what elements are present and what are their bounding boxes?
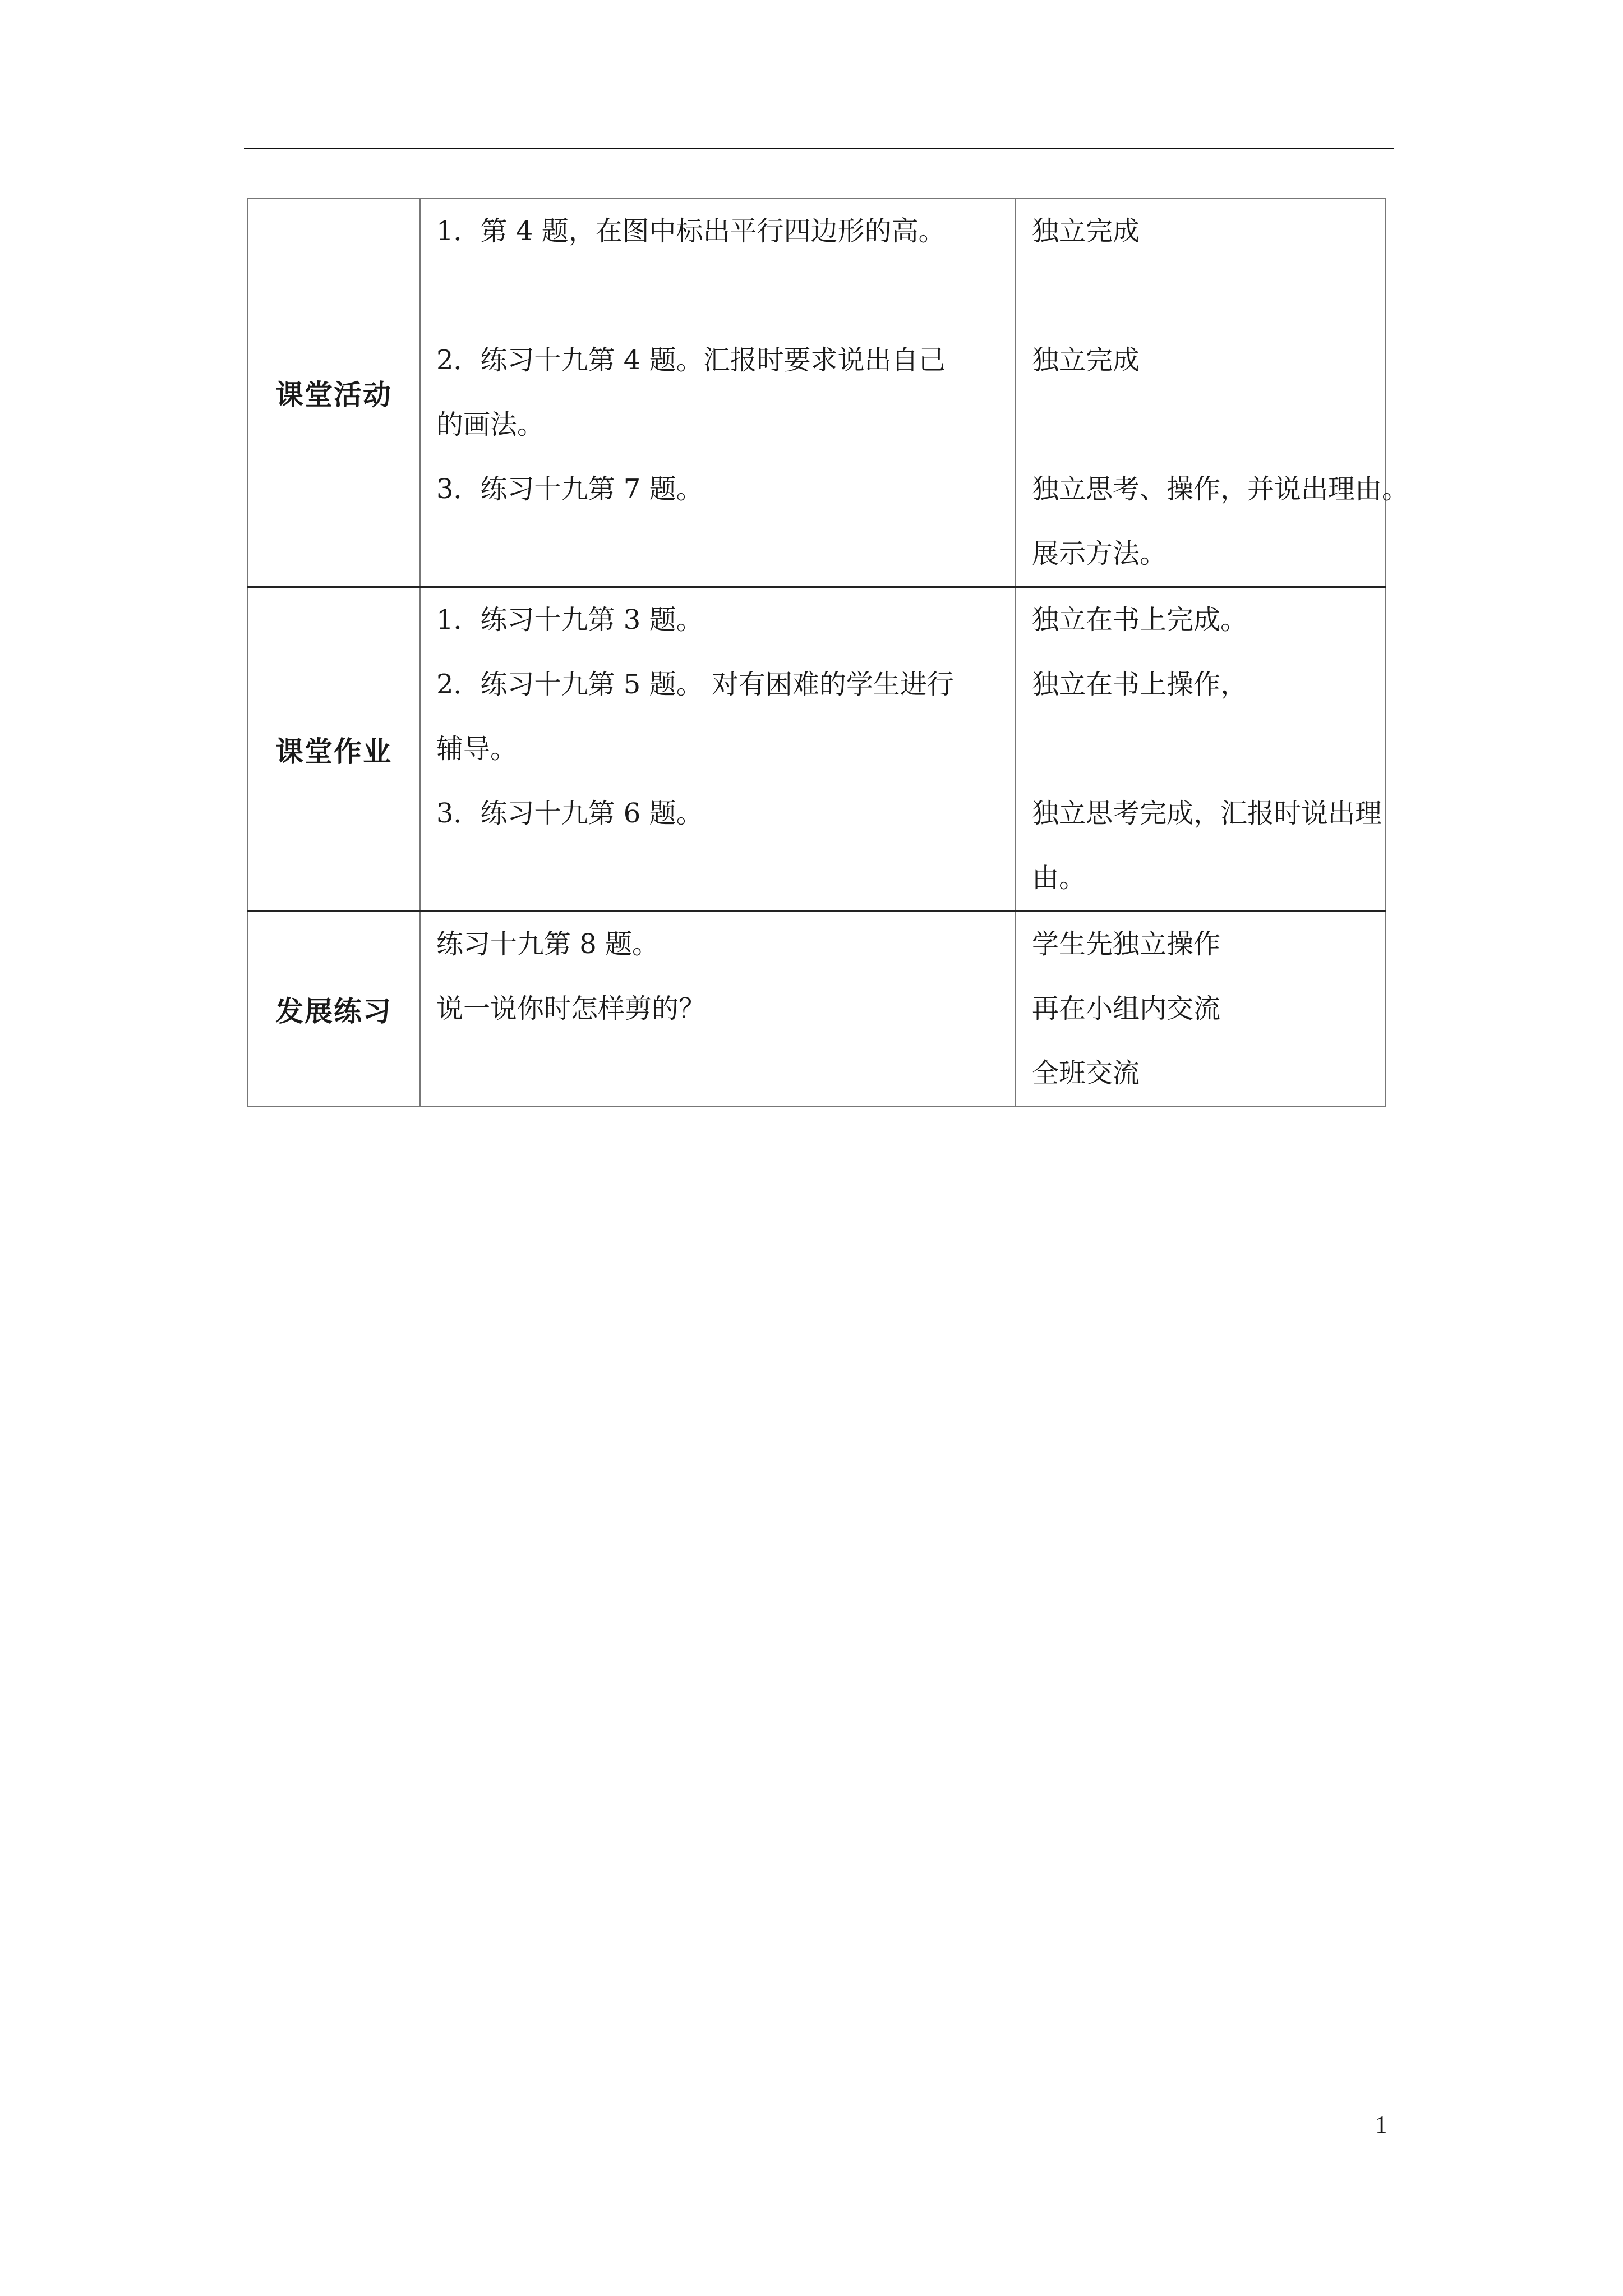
activity-cell — [1016, 587, 1386, 912]
activity-cell — [1016, 912, 1386, 1107]
content-cell — [420, 587, 1016, 912]
content-line: 1．第 4 题，在图中标出平行四边形的高。 — [436, 215, 946, 247]
activity-line: 全班交流 — [1032, 1057, 1140, 1089]
content-line: 3．练习十九第 6 题。 — [436, 798, 703, 829]
row-label-classroom-activity: 课堂活动 — [247, 199, 420, 587]
content-line: 3．练习十九第 7 题。 — [436, 473, 703, 505]
page-number: 1 — [1375, 2111, 1387, 2138]
row-label-classroom-homework: 课堂作业 — [247, 587, 420, 912]
activity-line: 学生先独立操作 — [1032, 928, 1221, 960]
content-cell — [420, 199, 1016, 587]
activity-line: 独立思考、操作，并说出理由。 — [1032, 473, 1409, 505]
content-line: 2．练习十九第 5 题。 对有困难的学生进行 — [436, 669, 954, 700]
activity-line: 由。 — [1032, 862, 1086, 894]
table-row — [247, 587, 1386, 912]
content-line: 2．练习十九第 4 题。汇报时要求说出自己 — [436, 344, 946, 376]
activity-cell — [1016, 199, 1409, 587]
lesson-plan-table — [247, 198, 1409, 1107]
header-rule — [244, 148, 1394, 149]
activity-line: 再在小组内交流 — [1032, 993, 1221, 1024]
content-line: 辅导。 — [436, 733, 518, 765]
content-line: 的画法。 — [436, 409, 545, 440]
activity-line: 展示方法。 — [1032, 538, 1167, 569]
activity-line: 独立在书上完成。 — [1032, 604, 1248, 636]
content-line: 练习十九第 8 题。 — [436, 928, 660, 960]
content-line: 说一说你时怎样剪的？ — [436, 993, 706, 1024]
table-row — [247, 912, 1386, 1107]
activity-line: 独立完成 — [1032, 215, 1140, 247]
content-cell — [420, 912, 1016, 1107]
table-row — [247, 199, 1386, 587]
activity-line: 独立在书上操作， — [1032, 669, 1248, 700]
content-line: 1．练习十九第 3 题。 — [436, 604, 703, 636]
activity-line: 独立思考完成，汇报时说出理 — [1032, 798, 1382, 829]
row-label-extension-practice: 发展练习 — [247, 912, 420, 1107]
activity-line: 独立完成 — [1032, 344, 1140, 376]
